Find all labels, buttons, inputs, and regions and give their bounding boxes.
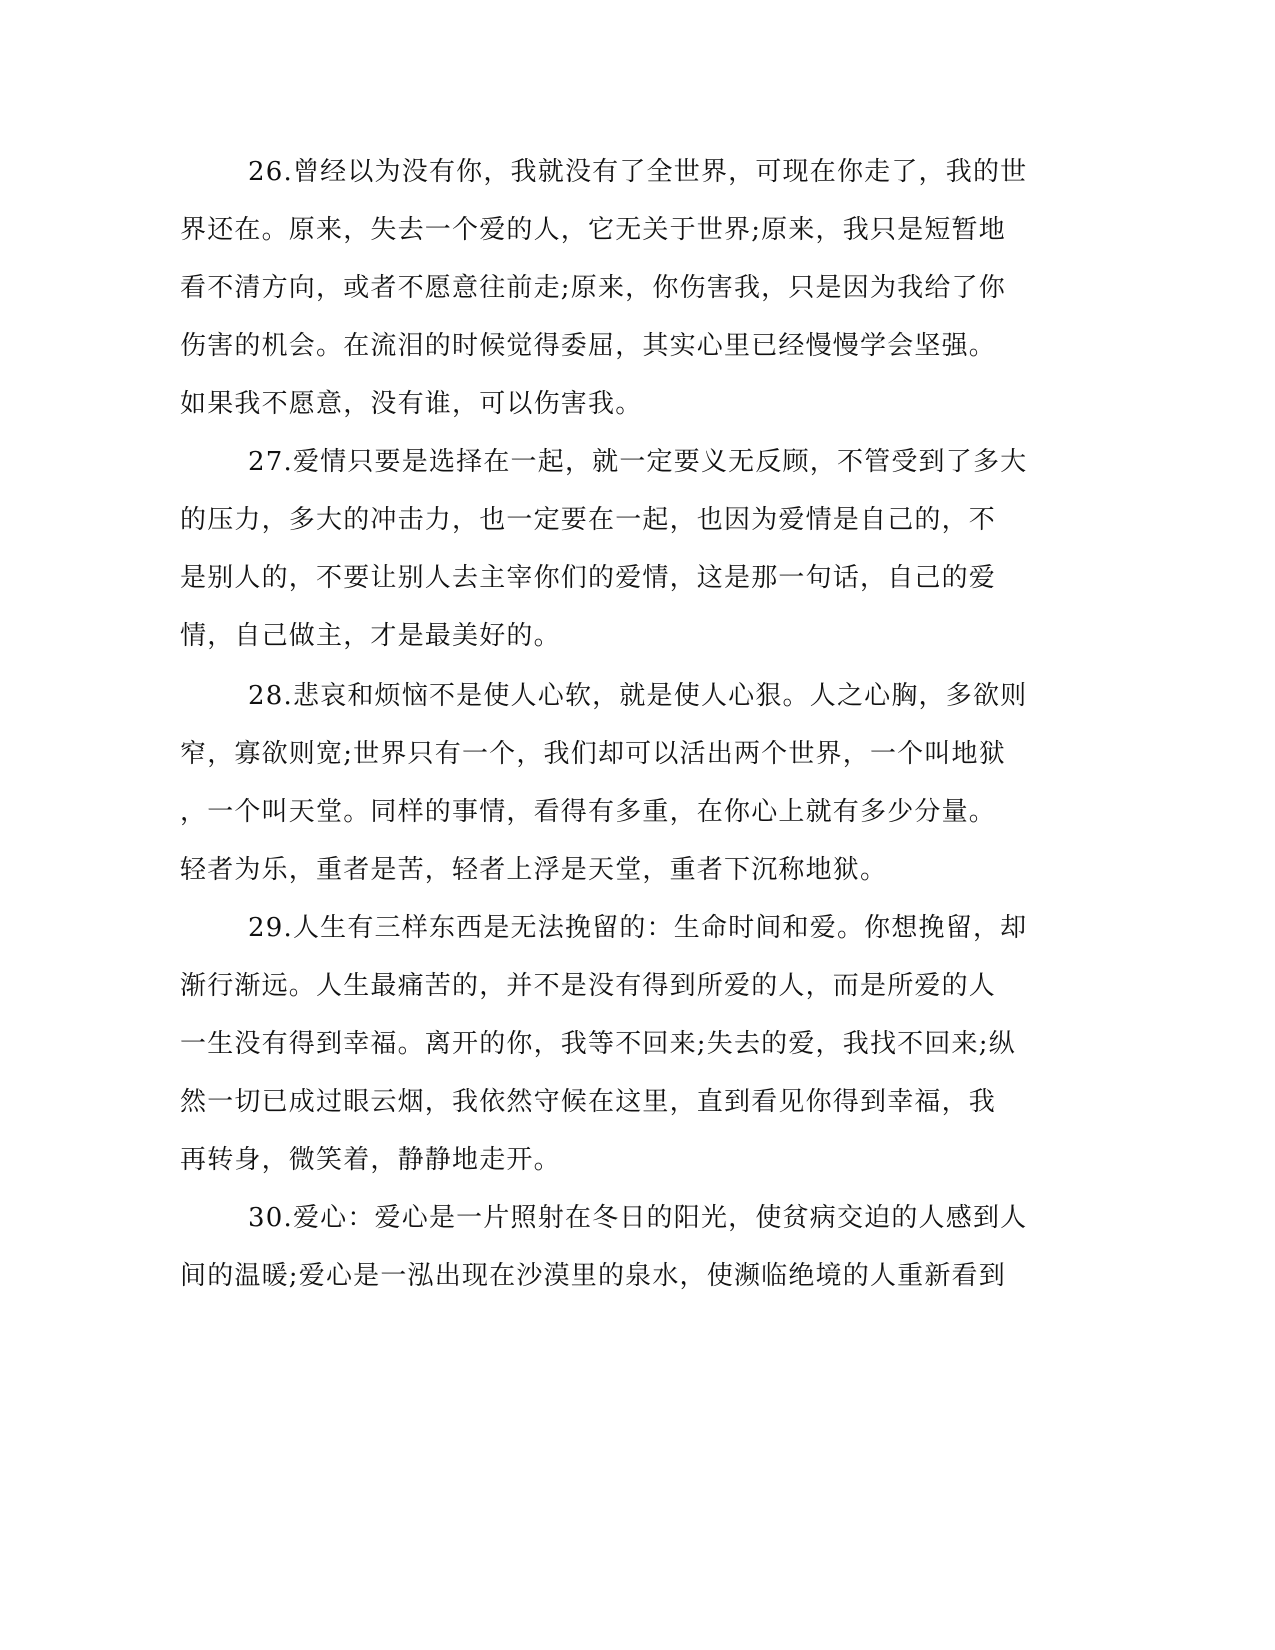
- text-line: ，一个叫天堂。同样的事情，看得有多重，在你心上就有多少分量。: [180, 797, 997, 827]
- text-line: 27.爱情只要是选择在一起，就一定要义无反顾，不管受到了多大: [248, 447, 1028, 477]
- text-line: 29.人生有三样东西是无法挽留的：生命时间和爱。你想挽留，却: [248, 913, 1028, 943]
- text-line: 界还在。原来，失去一个爱的人，它无关于世界;原来，我只是短暂地: [180, 215, 1006, 245]
- text-line: 情，自己做主，才是最美好的。: [180, 621, 561, 651]
- text-line: 渐行渐远。人生最痛苦的，并不是没有得到所爱的人，而是所爱的人: [180, 971, 997, 1001]
- text-line: 伤害的机会。在流泪的时候觉得委屈，其实心里已经慢慢学会坚强。: [180, 331, 997, 361]
- text-line: 26.曾经以为没有你，我就没有了全世界，可现在你走了，我的世: [248, 157, 1028, 187]
- text-line: 是别人的，不要让别人去主宰你们的爱情，这是那一句话，自己的爱: [180, 563, 997, 593]
- text-line: 一生没有得到幸福。离开的你，我等不回来;失去的爱，我找不回来;纵: [180, 1029, 1016, 1059]
- text-line: 30.爱心：爱心是一片照射在冬日的阳光，使贫病交迫的人感到人: [248, 1203, 1028, 1233]
- text-line: 28.悲哀和烦恼不是使人心软，就是使人心狠。人之心胸，多欲则: [248, 681, 1028, 711]
- text-line: 看不清方向，或者不愿意往前走;原来，你伤害我，只是因为我给了你: [180, 273, 1006, 303]
- text-line: 再转身，微笑着，静静地走开。: [180, 1145, 561, 1175]
- text-line: 轻者为乐，重者是苦，轻者上浮是天堂，重者下沉称地狱。: [180, 855, 888, 885]
- text-line: 如果我不愿意，没有谁，可以伤害我。: [180, 389, 643, 419]
- text-line: 窄，寡欲则宽;世界只有一个，我们却可以活出两个世界，一个叫地狱: [180, 739, 1006, 769]
- text-line: 间的温暖;爱心是一泓出现在沙漠里的泉水，使濒临绝境的人重新看到: [180, 1261, 1006, 1291]
- text-line: 的压力，多大的冲击力，也一定要在一起，也因为爱情是自己的，不: [180, 505, 997, 535]
- text-line: 然一切已成过眼云烟，我依然守候在这里，直到看见你得到幸福，我: [180, 1087, 997, 1117]
